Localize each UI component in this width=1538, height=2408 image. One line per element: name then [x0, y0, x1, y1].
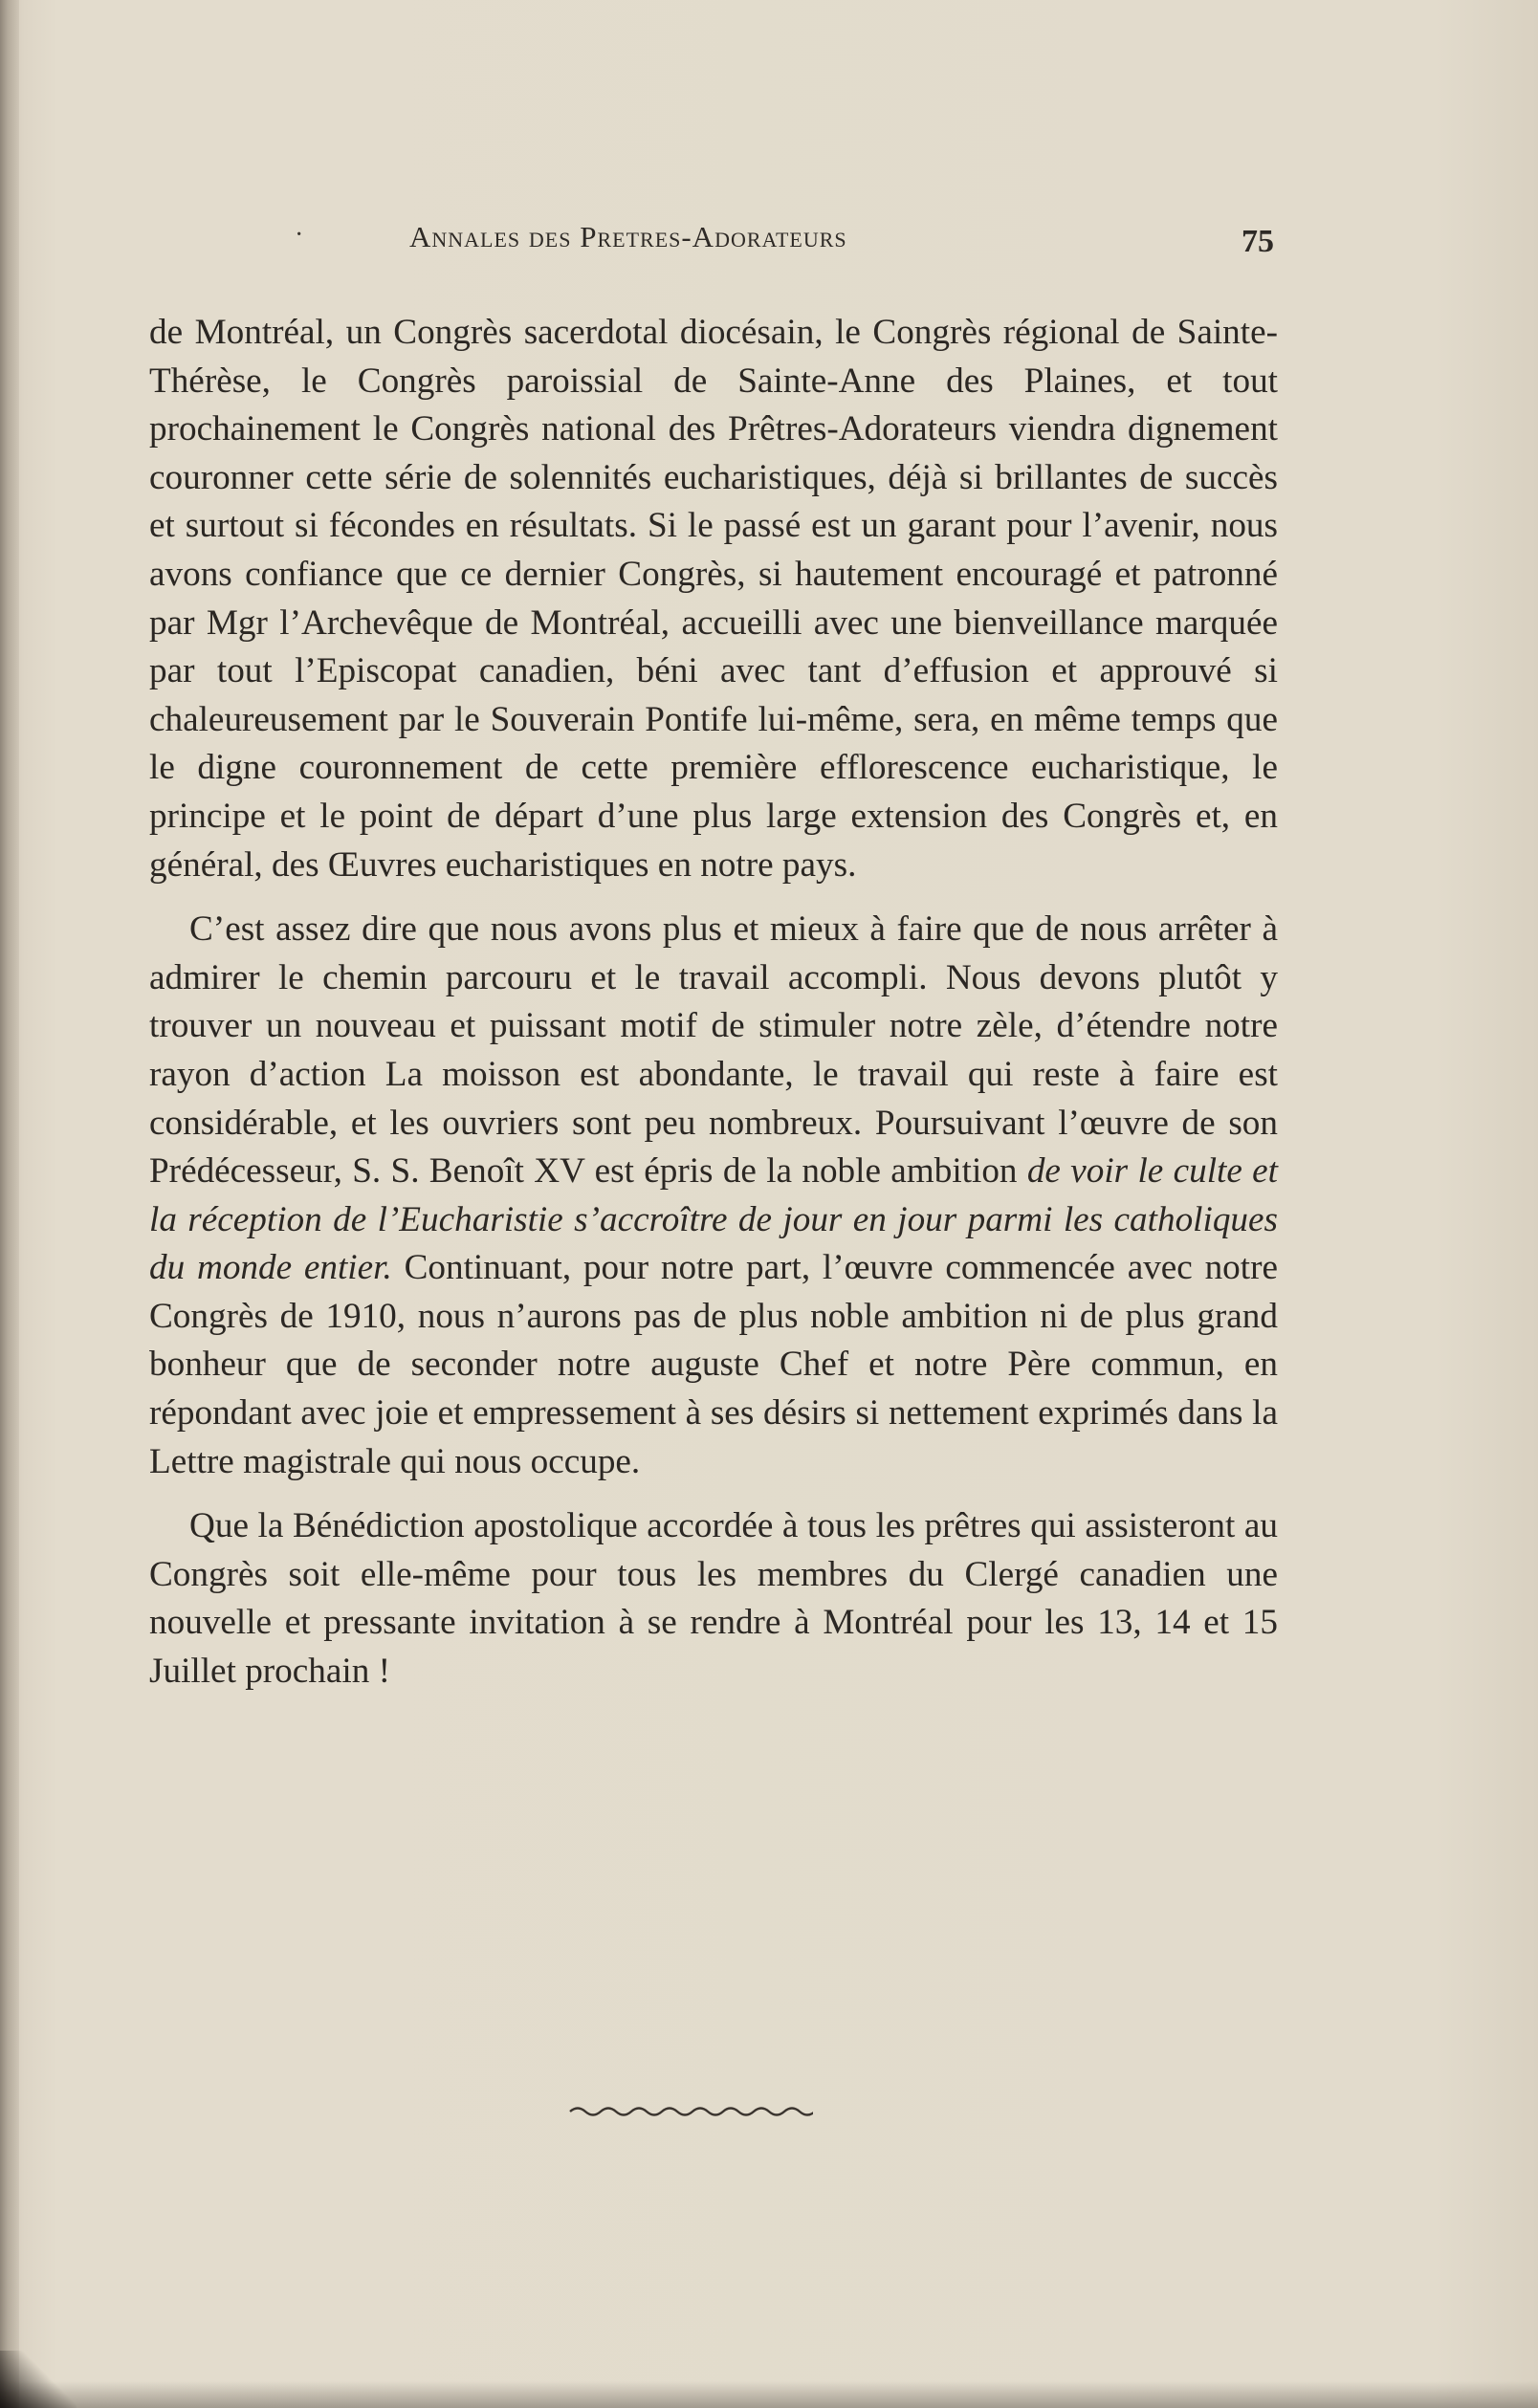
page-spine-shadow — [0, 0, 19, 2408]
paragraph-1: de Montréal, un Congrès sacerdotal diocésain, le Congrès régional de Sainte-Thérèse, le Congrès paroissial de Sainte-Anne des Plaines, et tout prochainement le Congrès national des Prêtres-Adorateurs viendra dignement couronner cette série de solennités eucharistiques, déjà si brillantes de succès et surtout si fécondes en résultats. Si le passé est un garant pour l’avenir, nous avons confiance que ce dernier Congrès, si hautement encouragé et patronné par Mgr l’Archevêque de Montréal, accueilli avec une bienveillance marquée par tout l’Episcopat canadien, béni avec tant d’effusion et approuvé si chaleureusement par le Souverain Pontife lui-même, sera, en même temps que le digne couronnement de cette première efflorescence eucharistique, le principe et le point de départ d’une plus large extension des Congrès et, en général, des Œuvres eucharistiques en notre pays. — [149, 313, 1278, 885]
paragraph-2 — [149, 906, 1278, 1486]
bottom-edge-shadow — [0, 2381, 1538, 2408]
bottom-corner-shadow — [0, 2351, 77, 2408]
body-text — [149, 309, 1278, 1697]
margin-dot: · — [295, 220, 304, 250]
wavy-rule-ornament — [566, 2096, 813, 2125]
running-head: Annales des Pretres-Adorateurs — [409, 220, 847, 253]
paragraph-2-italic-quote: de voir le culte et la réception de l’Eucharistie s’accroître de jour en jour parmi les catholiques du monde entier. — [149, 1151, 1279, 1288]
page-number: 75 — [1241, 224, 1274, 259]
paragraph-2-end: Continuant, pour notre part, l’œuvre commencée avec notre Congrès de 1910, nous n’aurons pas de plus noble ambition ni de plus grand bonheur que de seconder notre auguste Chef et notre Père commun, en répondant avec joie et empressement à ses désirs si nettement exprimés dans la Lettre magistrale qui nous occupe. — [149, 1248, 1278, 1481]
paragraph-3: Que la Bénédiction apostolique accordée à tous les prêtres qui assisteront au Congrès soit elle-même pour tous les membres du Clergé canadien une nouvelle et pressante invitation à se rendre à Montréal pour les 13, 14 et 15 Juillet prochain ! — [149, 1506, 1278, 1692]
paragraph-2-start: C’est assez dire que nous avons plus et mieux à faire que de nous arrêter à admirer le chemin parcouru et le travail accompli. Nous devons plutôt y trouver un nouveau et puissant motif de stimuler notre zèle, d’étendre notre rayon d’action La moisson est abondante, le travail qui reste à faire est considérable, et les ouvriers sont peu nombreux. Poursuivant l’œuvre de son Prédécesseur, S. S. Benoît XV est épris de la noble ambition — [149, 909, 1278, 1192]
